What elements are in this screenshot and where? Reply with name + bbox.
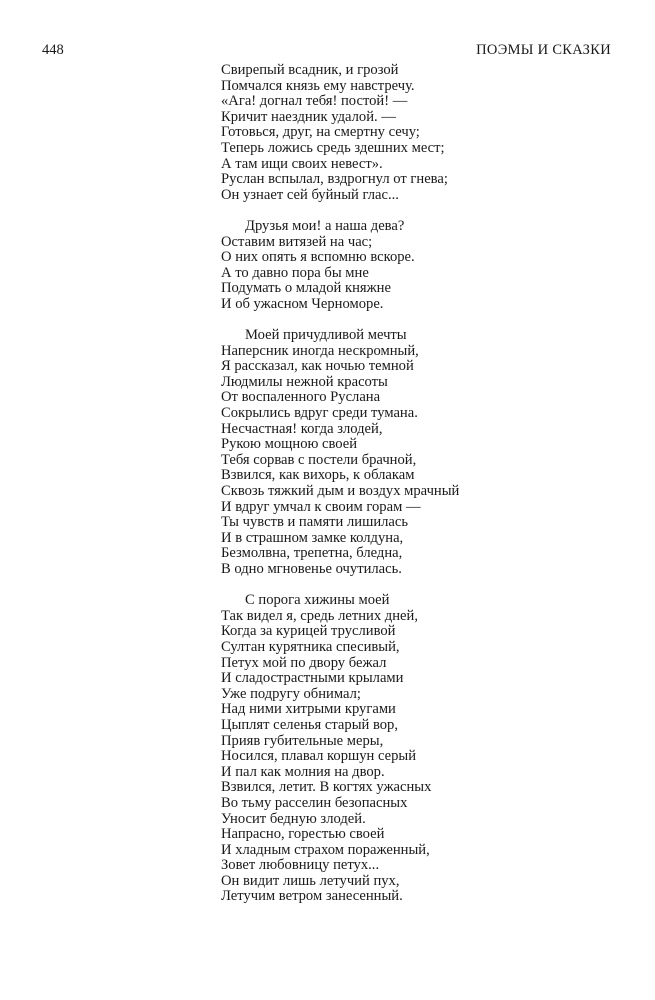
poem-line: Готовься, друг, на смертну сечу; [221, 124, 420, 141]
poem-line: Моей причудливой мечты [245, 327, 407, 344]
poem-line: И в страшном замке колдуна, [221, 529, 404, 546]
poem-line: И сладострастными крылами [221, 670, 404, 687]
poem-line: От воспаленного Руслана [221, 389, 381, 406]
poem-line: Свирепый всадник, и грозой [221, 62, 399, 78]
poem-line: Зовет любовницу петух... [221, 857, 380, 874]
poem-line: Помчался князь ему навстречу. [221, 77, 415, 94]
poem-line: Взвился, как вихорь, к облакам [221, 467, 415, 484]
poem-line: И об ужасном Черноморе. [221, 295, 384, 312]
poem-line: А то давно пора бы мне [221, 264, 369, 281]
poem-line: «Ага! догнал тебя! постой! — [221, 93, 408, 110]
poem-line: Над ними хитрыми кругами [221, 701, 396, 718]
stanza [221, 63, 621, 203]
stanza [221, 219, 621, 313]
poem-line: Напрасно, горестью своей [221, 826, 385, 843]
poem-line: И вдруг умчал к своим горам — [221, 498, 421, 515]
section-title: ПОЭМЫ И СКАЗКИ [476, 42, 611, 58]
poem-line: Петух мой по двору бежал [221, 654, 387, 671]
poem-line: А там ищи своих невест». [221, 155, 383, 172]
poem-line: Теперь ложись средь здешних мест; [221, 139, 445, 156]
poem-line: И хладным страхом пораженный, [221, 841, 430, 858]
poem-line: Рукою мощною своей [221, 436, 358, 453]
poem-line: Сквозь тяжкий дым и воздух мрачный [221, 483, 460, 500]
poem-line: И пал как молния на двор. [221, 763, 385, 780]
poem-line: Уже подругу обнимал; [221, 685, 361, 702]
poem-line: Руслан вспылал, вздрогнул от гнева; [221, 171, 448, 188]
stanza [221, 328, 621, 578]
poem-line: Несчастная! когда злодей, [221, 420, 383, 437]
poem-line: Взвился, летит. В когтях ужасных [221, 779, 432, 796]
poem-line: Носился, плавал коршун серый [221, 748, 417, 765]
poem-line: Я рассказал, как ночью темной [221, 358, 414, 375]
poem-line: Во тьму расселин безопасных [221, 794, 408, 811]
poem-line: Так видел я, средь летних дней, [221, 607, 418, 624]
poem-line: Кричит наездник удалой. — [221, 108, 396, 125]
poem-line: Султан курятника спесивый, [221, 638, 400, 655]
poem-line: О них опять я вспомню вскоре. [221, 249, 415, 266]
poem-line: Подумать о младой княжне [221, 280, 391, 297]
page-number: 448 [42, 42, 64, 58]
poem-line: Летучим ветром занесенный. [221, 888, 403, 905]
poem-line: Ты чувств и памяти лишилась [221, 514, 409, 531]
poem-line: Безмолвна, трепетна, бледна, [221, 545, 403, 562]
poem-line: Людмилы нежной красоты [221, 373, 388, 390]
poem-line: С порога хижины моей [245, 592, 390, 609]
poem-line: Он узнает сей буйный глас... [221, 186, 399, 203]
poem-line: Тебя сорвав с постели брачной, [221, 451, 417, 468]
poem-line: Уносит бедную злодей. [221, 810, 366, 827]
poem-line: Оставим витязей на час; [221, 233, 373, 250]
poem-line: Он видит лишь летучий пух, [221, 872, 400, 889]
poem-line: Прияв губительные меры, [221, 732, 384, 749]
poem-line: Цыплят селенья старый вор, [221, 716, 398, 733]
poem-line: Наперсник иногда нескромный, [221, 342, 419, 359]
stanza [221, 593, 621, 905]
poem-line: В одно мгновенье очутилась. [221, 561, 402, 577]
poem-line: Когда за курицей трусливой [221, 623, 396, 640]
poem-body [221, 63, 621, 921]
poem-line: Друзья мои! а наша дева? [245, 217, 405, 234]
poem-line: Сокрылись вдруг среди тумана. [221, 405, 418, 422]
running-head [42, 40, 611, 60]
